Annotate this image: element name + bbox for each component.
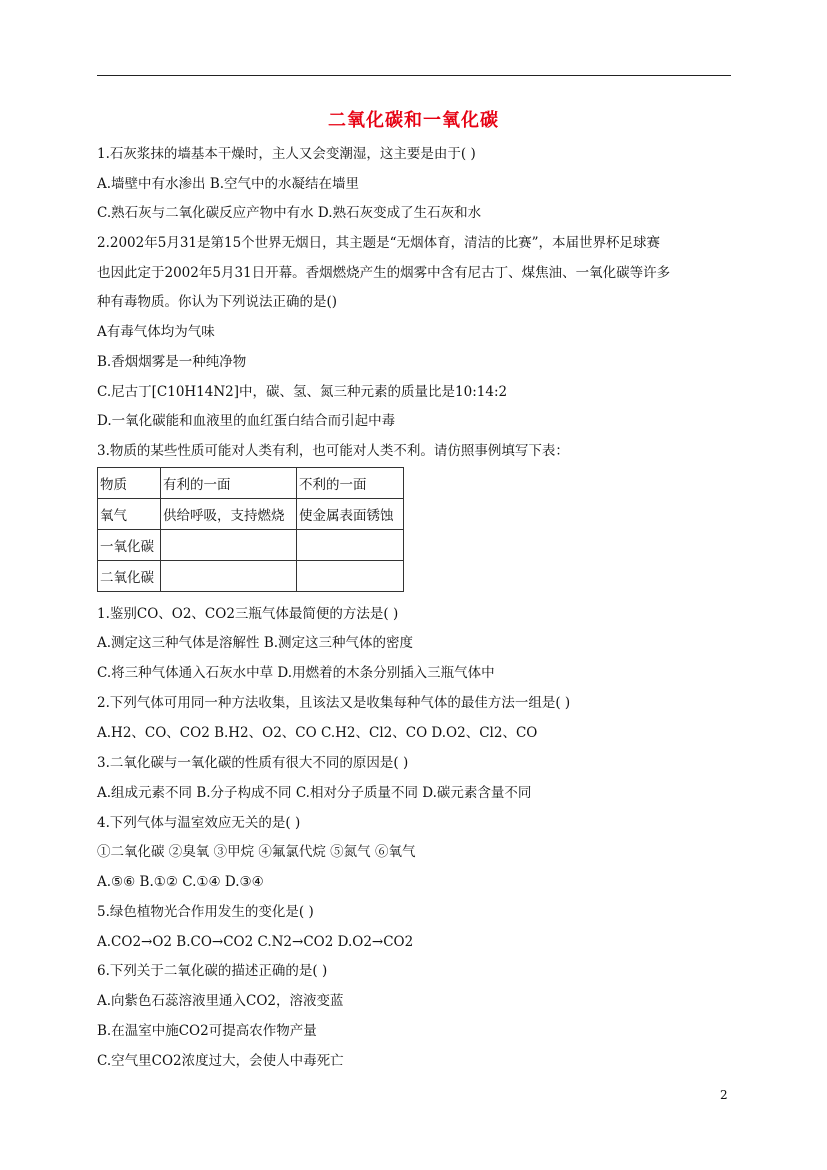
table-cell	[161, 530, 297, 561]
text-line: A.H2、CO、CO2 B.H2、O2、CO C.H2、Cl2、CO D.O2、Cl2、CO	[97, 725, 538, 741]
text-line: C.将三种气体通入石灰水中草 D.用燃着的木条分别插入三瓶气体中	[97, 665, 495, 681]
table-cell	[297, 530, 404, 561]
text-line: B.在温室中施CO2可提高农作物产量	[97, 1023, 317, 1039]
page-title: 二氧化碳和一氧化碳	[328, 110, 499, 131]
text-line: 1.鉴别CO、O2、CO2三瓶气体最简便的方法是( )	[97, 606, 399, 622]
table-cell: 二氧化碳	[98, 561, 161, 592]
text-line: A.向紫色石蕊溶液里通入CO2，溶液变蓝	[97, 993, 344, 1009]
text-line: A有毒气体均为气味	[97, 324, 215, 340]
text-line: C.空气里CO2浓度过大，会使人中毒死亡	[97, 1053, 344, 1069]
table-cell: 使金属表面锈蚀	[297, 499, 404, 530]
table-cell: 氧气	[98, 499, 161, 530]
text-line: A.CO2→O2 B.CO→CO2 C.N2→CO2 D.O2→CO2	[97, 934, 414, 950]
table-cell	[297, 561, 404, 592]
header-rule	[97, 75, 731, 76]
text-line: C.熟石灰与二氧化碳反应产物中有水 D.熟石灰变成了生石灰和水	[97, 205, 482, 221]
table-row	[98, 530, 404, 561]
properties-table	[97, 467, 404, 592]
text-line: B.香烟烟雾是一种纯净物	[97, 354, 247, 370]
text-line: A.组成元素不同 B.分子构成不同 C.相对分子质量不同 D.碳元素含量不同	[97, 785, 532, 801]
text-line: 6.下列关于二氧化碳的描述正确的是( )	[97, 963, 328, 979]
table-row	[98, 499, 404, 530]
text-line: 4.下列气体与温室效应无关的是( )	[97, 815, 301, 831]
text-line: A.测定这三种气体是溶解性 B.测定这三种气体的密度	[97, 635, 414, 651]
text-line: 3.二氧化碳与一氧化碳的性质有很大不同的原因是( )	[97, 755, 409, 771]
text-line: 也因此定于2002年5月31日开幕。香烟燃烧产生的烟雾中含有尼古丁、煤焦油、一氧化碳等许多	[97, 265, 671, 281]
table-cell: 供给呼吸，支持燃烧	[161, 499, 297, 530]
text-line: 3.物质的某些性质可能对人类有利，也可能对人类不利。请仿照事例填写下表：	[97, 443, 569, 459]
table-header-cell: 不利的一面	[297, 468, 404, 499]
text-line: D.一氧化碳能和血液里的血红蛋白结合而引起中毒	[97, 413, 396, 429]
text-line: 5.绿色植物光合作用发生的变化是( )	[97, 904, 314, 920]
table-cell: 一氧化碳	[98, 530, 161, 561]
text-line: C.尼古丁[C10H14N2]中，碳、氢、氮三种元素的质量比是10:14:2	[97, 384, 508, 400]
table-header-row	[98, 468, 404, 499]
table-cell	[161, 561, 297, 592]
table-header-cell: 物质	[98, 468, 161, 499]
page-number: 2	[720, 1088, 728, 1102]
text-line: A.⑤⑥ B.①② C.①④ D.③④	[97, 874, 264, 890]
text-line: A.墙壁中有水渗出 B.空气中的水凝结在墙里	[97, 176, 360, 192]
text-line: ①二氧化碳 ②臭氧 ③甲烷 ④氟氯代烷 ⑤氮气 ⑥氧气	[97, 844, 416, 860]
text-line: 2.2002年5月31是第15个世界无烟日，其主题是“无烟体育，清洁的比赛”，本届世界杯足球赛	[97, 235, 660, 251]
text-line: 种有毒物质。你认为下列说法正确的是()	[97, 294, 338, 310]
text-line: 2.下列气体可用同一种方法收集，且该法又是收集每种气体的最佳方法一组是( )	[97, 695, 571, 711]
table-header-cell: 有利的一面	[161, 468, 297, 499]
table-row	[98, 561, 404, 592]
text-line: 1.石灰浆抹的墙基本干燥时，主人又会变潮湿，这主要是由于( )	[97, 146, 476, 162]
